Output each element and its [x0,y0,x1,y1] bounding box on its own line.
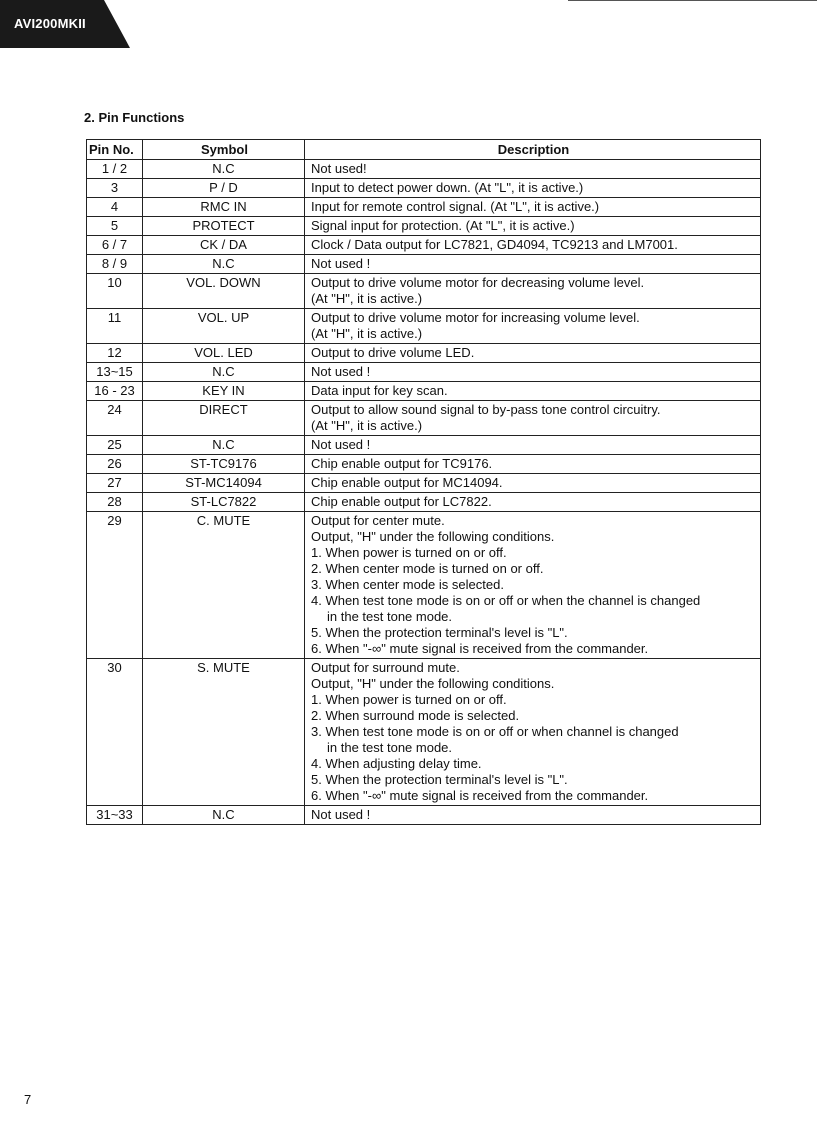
table-row [87,436,761,455]
symbol-cell: N.C [143,806,305,825]
description-line: 5. When the protection terminal's level is "L". [311,625,568,640]
description-line: Not used ! [311,437,371,452]
pin-number-cell: 1 / 2 [87,160,143,179]
header-pin-no: Pin No. [87,140,143,160]
description-cell [305,274,761,309]
symbol-cell: VOL. LED [143,344,305,363]
description-cell [305,198,761,217]
description-cell [305,344,761,363]
pin-number-cell: 5 [87,217,143,236]
description-line: Output for center mute. [311,513,445,528]
description-cell [305,474,761,493]
description-line: 5. When the protection terminal's level is "L". [311,772,568,787]
model-name: AVI200MKII [14,16,86,31]
symbol-cell: KEY IN [143,382,305,401]
description-cell [305,179,761,198]
table-row [87,493,761,512]
description-line: Input to detect power down. (At "L", it is active.) [311,180,584,195]
description-cell [305,217,761,236]
description-line: in the test tone mode. [327,740,453,755]
pin-number-cell: 26 [87,455,143,474]
symbol-cell: N.C [143,255,305,274]
table-row [87,806,761,825]
description-cell [305,160,761,179]
symbol-cell: ST-LC7822 [143,493,305,512]
description-line: (At "H", it is active.) [311,291,423,306]
table-row [87,512,761,659]
description-line: Output for surround mute. [311,660,460,675]
symbol-cell: VOL. DOWN [143,274,305,309]
pin-functions-table [86,139,761,825]
symbol-cell: P / D [143,179,305,198]
symbol-cell: PROTECT [143,217,305,236]
description-line: Not used ! [311,807,371,822]
description-cell [305,512,761,659]
table-row [87,309,761,344]
pin-number-cell: 12 [87,344,143,363]
symbol-cell: N.C [143,436,305,455]
description-cell [305,309,761,344]
description-line: Output to allow sound signal to by-pass tone control circuitry. [311,402,661,417]
description-line: 4. When adjusting delay time. [311,756,482,771]
pin-number-cell: 24 [87,401,143,436]
table-row [87,236,761,255]
description-line: Chip enable output for LC7822. [311,494,492,509]
pin-number-cell: 29 [87,512,143,659]
description-cell [305,382,761,401]
symbol-cell: DIRECT [143,401,305,436]
description-line: Data input for key scan. [311,383,448,398]
table-header-row [87,140,761,160]
description-line: 6. When "-∞" mute signal is received from the commander. [311,788,649,803]
table-row [87,474,761,493]
table-row [87,455,761,474]
pin-number-cell: 30 [87,659,143,806]
description-cell [305,363,761,382]
description-line: (At "H", it is active.) [311,418,423,433]
pin-number-cell: 28 [87,493,143,512]
page-number: 7 [24,1092,32,1107]
description-line: Output to drive volume motor for increasing volume level. [311,310,640,325]
symbol-cell: S. MUTE [143,659,305,806]
table-row [87,217,761,236]
table-row [87,255,761,274]
description-cell [305,493,761,512]
description-line: in the test tone mode. [327,609,453,624]
table-row [87,198,761,217]
table-row [87,363,761,382]
pin-number-cell: 8 / 9 [87,255,143,274]
description-line: 3. When test tone mode is on or off or when channel is changed [311,724,679,739]
symbol-cell: ST-MC14094 [143,474,305,493]
table-row [87,179,761,198]
pin-number-cell: 6 / 7 [87,236,143,255]
description-cell [305,401,761,436]
description-line: Output to drive volume motor for decreasing volume level. [311,275,645,290]
symbol-cell: ST-TC9176 [143,455,305,474]
section-title: 2. Pin Functions [84,110,185,125]
description-line: Output, "H" under the following conditions. [311,676,555,691]
description-line: Output to drive volume LED. [311,345,475,360]
description-line: (At "H", it is active.) [311,326,423,341]
pin-number-cell: 25 [87,436,143,455]
description-line: Not used ! [311,256,371,271]
description-line: 1. When power is turned on or off. [311,692,507,707]
table-row [87,401,761,436]
pin-number-cell: 13~15 [87,363,143,382]
pin-number-cell: 27 [87,474,143,493]
table-row [87,274,761,309]
header-description: Description [305,140,761,160]
description-line: 2. When center mode is turned on or off. [311,561,544,576]
pin-number-cell: 3 [87,179,143,198]
pin-number-cell: 10 [87,274,143,309]
description-line: 6. When "-∞" mute signal is received from the commander. [311,641,649,656]
description-line: 1. When power is turned on or off. [311,545,507,560]
top-rule [568,0,817,1]
symbol-cell: N.C [143,160,305,179]
description-cell [305,806,761,825]
description-line: 3. When center mode is selected. [311,577,504,592]
symbol-cell: C. MUTE [143,512,305,659]
description-cell [305,255,761,274]
description-cell [305,455,761,474]
description-line: Output, "H" under the following conditions. [311,529,555,544]
symbol-cell: N.C [143,363,305,382]
table-row [87,344,761,363]
description-line: Signal input for protection. (At "L", it is active.) [311,218,575,233]
pin-number-cell: 11 [87,309,143,344]
model-header-tab [0,0,130,48]
symbol-cell: CK / DA [143,236,305,255]
pin-rows [87,160,761,825]
symbol-cell: RMC IN [143,198,305,217]
description-line: Clock / Data output for LC7821, GD4094, TC9213 and LM7001. [311,237,678,252]
pin-number-cell: 31~33 [87,806,143,825]
description-cell [305,236,761,255]
description-line: Not used! [311,161,367,176]
description-line: 2. When surround mode is selected. [311,708,520,723]
description-cell [305,659,761,806]
header-symbol: Symbol [143,140,305,160]
description-line: Chip enable output for MC14094. [311,475,503,490]
table-row [87,659,761,806]
pin-number-cell: 16 - 23 [87,382,143,401]
table-row [87,382,761,401]
symbol-cell: VOL. UP [143,309,305,344]
description-line: Input for remote control signal. (At "L", it is active.) [311,199,600,214]
pin-number-cell: 4 [87,198,143,217]
table-row [87,160,761,179]
description-line: Not used ! [311,364,371,379]
description-cell [305,436,761,455]
description-line: 4. When test tone mode is on or off or when the channel is changed [311,593,701,608]
description-line: Chip enable output for TC9176. [311,456,493,471]
